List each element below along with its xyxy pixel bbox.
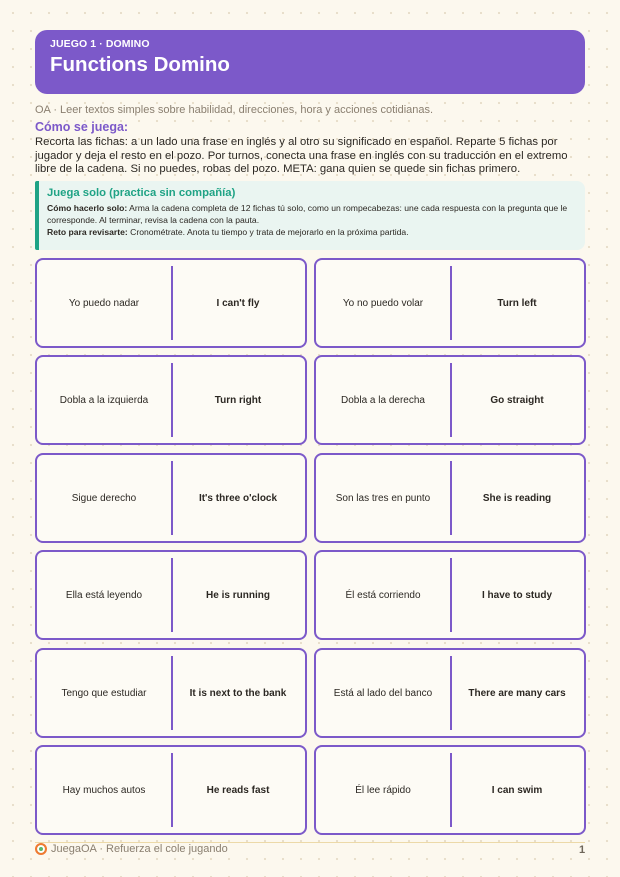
tile-english: I can't fly: [216, 297, 260, 309]
domino-tile[interactable]: [314, 355, 586, 445]
solo-challenge-label: Reto para revisarte:: [47, 227, 128, 238]
tile-english: She is reading: [482, 492, 552, 504]
domino-tile[interactable]: [35, 453, 307, 543]
footer-brand: JuegaOA · Refuerza el cole jugando: [51, 843, 228, 855]
page-header: [35, 30, 585, 94]
tile-english: He reads fast: [206, 784, 270, 796]
tile-spanish: Hay muchos autos: [62, 784, 146, 796]
domino-tile[interactable]: [35, 648, 307, 738]
tile-english: Go straight: [490, 394, 544, 406]
domino-tile[interactable]: [314, 453, 586, 543]
tile-spanish: Dobla a la derecha: [341, 394, 425, 406]
rules-text: Recorta las fichas: a un lado una frase en inglés y al otro su significado en español. Reparte 5 fichas por jugador y deja el resto en el pozo. Por turnos, conecta una frase en inglés con su traducción en el extremo libre de la cadena. Si no puedes, robas del pozo. META: gana quien se quede sin fichas primero.: [35, 136, 568, 176]
tile-spanish: Está al lado del banco: [333, 687, 433, 699]
tile-spanish: Él lee rápido: [355, 784, 411, 796]
solo-how-text: Arma la cadena completa de 12 fichas tú solo, como un rompecabezas: une cada respuesta con la pregunta que le corresponde. Al terminar, revisa la cadena con la pauta.: [47, 203, 568, 226]
learning-objective: OA · Leer textos simples sobre habilidad, direcciones, hora y acciones cotidianas.: [35, 104, 434, 116]
page-number: 1: [579, 844, 586, 856]
domino-tile[interactable]: [314, 550, 586, 640]
solo-how-line: [47, 202, 575, 226]
domino-tile[interactable]: [35, 258, 307, 348]
solo-how-label: Cómo hacerlo solo:: [47, 203, 128, 213]
tile-english: I can swim: [491, 784, 543, 796]
juegaoa-logo-icon: [35, 843, 47, 855]
tile-spanish: Él está corriendo: [345, 589, 421, 601]
domino-tile[interactable]: [35, 550, 307, 640]
tile-spanish: Yo no puedo volar: [342, 297, 424, 309]
tile-english: It is next to the bank: [189, 687, 287, 699]
domino-tile[interactable]: [35, 745, 307, 835]
solo-challenge-text: Cronométrate. Anota tu tiempo y trata de mejorarlo en la próxima partida.: [127, 227, 409, 238]
footer: [35, 843, 228, 855]
tile-english: He is running: [206, 589, 270, 601]
tile-english: It's three o'clock: [198, 492, 278, 504]
tile-spanish: Ella está leyendo: [65, 589, 143, 601]
game-eyebrow: JUEGO 1 · DOMINO: [50, 38, 150, 50]
solo-play-box: [35, 181, 585, 250]
page-title: Functions Domino: [50, 53, 230, 76]
tile-spanish: Sigue derecho: [71, 492, 137, 504]
tile-spanish: Dobla a la izquierda: [59, 394, 149, 406]
tile-english: There are many cars: [468, 687, 566, 699]
domino-tile[interactable]: [35, 355, 307, 445]
tile-english: Turn left: [497, 297, 537, 309]
tile-english: I have to study: [481, 589, 552, 601]
how-to-heading: Cómo se juega:: [35, 120, 129, 134]
domino-tile[interactable]: [314, 745, 586, 835]
tile-spanish: Yo puedo nadar: [68, 297, 140, 309]
tile-english: Turn right: [214, 394, 262, 406]
domino-tile[interactable]: [314, 648, 586, 738]
tile-spanish: Tengo que estudiar: [61, 687, 147, 699]
solo-challenge-line: [47, 226, 575, 238]
tile-spanish: Son las tres en punto: [335, 492, 431, 504]
solo-title: Juega solo (practica sin compañía): [47, 187, 236, 199]
domino-tile[interactable]: [314, 258, 586, 348]
